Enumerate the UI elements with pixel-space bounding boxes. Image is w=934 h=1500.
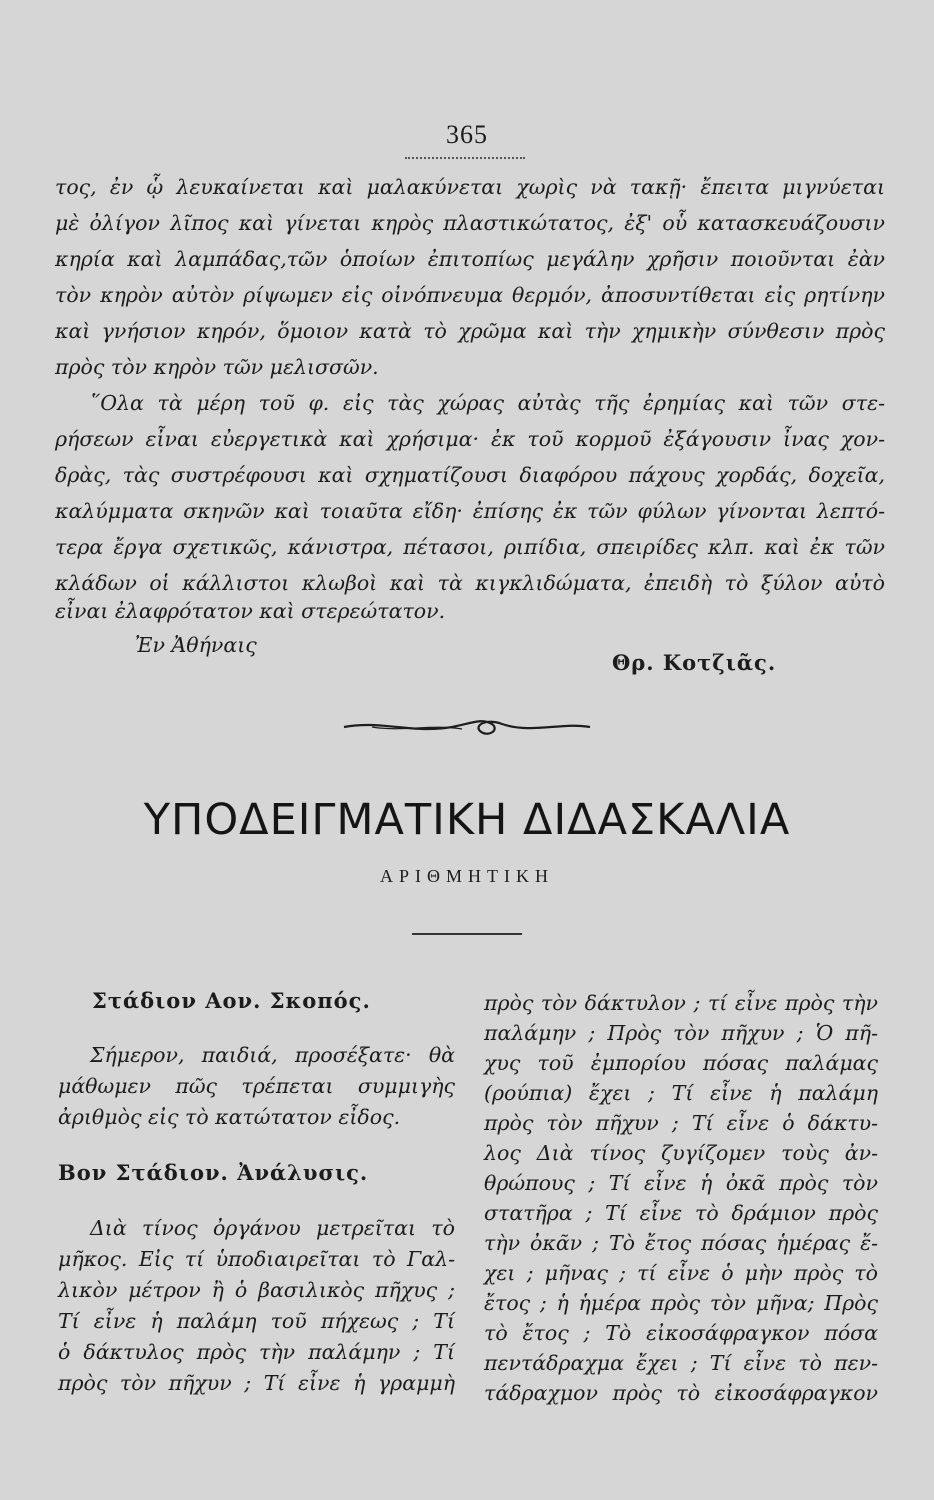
text-line: λικὸν μέτρον ἢ ὁ βασιλικὸς πῆχυς ; xyxy=(58,1278,455,1302)
text-line: τὸν κηρὸν αὐτὸν ρίψωμεν εἰς οἰνόπνευμα θερμόν, ἀποσυντίθεται εἰς ρητίνην xyxy=(55,283,885,307)
stage-heading: Βον Στάδιον. Ἀνάλυσις. xyxy=(58,1160,369,1185)
text-line: θρώπους ; Τί εἶνε ἡ ὀκᾶ πρὸς τὸν xyxy=(484,1171,878,1195)
text-line: στατῆρα ; Τί εἶνε τὸ δράμιον πρὸς xyxy=(484,1201,878,1225)
text-line: Τί εἶνε ἡ παλάμη τοῦ πήχεως ; Τί xyxy=(58,1309,455,1333)
subtitle-rule xyxy=(412,933,522,935)
text-line: τὴν ὀκᾶν ; Τὸ ἔτος πόσας ἡμέρας ἔ- xyxy=(484,1231,878,1255)
text-line: κλάδων οἱ κάλλιστοι κλωβοὶ καὶ τὰ κιγκλιδώματα, ἐπειδὴ τὸ ξύλον αὐτὸ xyxy=(55,571,885,595)
text-line: καλύμματα σκηνῶν καὶ τοιαῦτα εἴδη· ἐπίσης ἐκ τῶν φύλων γίνονται λεπτό- xyxy=(55,499,885,523)
text-line: τὸ ἔτος ; Τὸ εἰκοσάφραγκον πόσα xyxy=(484,1321,878,1345)
text-line: καὶ γνήσιον κηρόν, ὅμοιον κατὰ τὸ χρῶμα καὶ τὴν χημικὴν σύνθεσιν πρὸς xyxy=(55,319,885,343)
text-line: τερα ἔργα σχετικῶς, κάνιστρα, πέτασοι, ριπίδια, σπειρίδες κλπ. καὶ ἐκ τῶν xyxy=(55,535,885,559)
place-line: Ἐν Ἀθήναις xyxy=(135,633,257,657)
text-line: χυς τοῦ ἐμπορίου πόσας παλάμας xyxy=(484,1051,878,1075)
author-signature: Θρ. Κοτζιᾶς. xyxy=(612,650,777,675)
text-line: τάδραχμον πρὸς τὸ εἰκοσάφραγκον xyxy=(484,1381,878,1405)
text-line: ἔτος ; ἡ ἡμέρα πρὸς τὸν μῆνα; Πρὸς xyxy=(484,1291,878,1315)
text-line: ἀριθμὸς εἰς τὸ κατώτατον εἶδος. xyxy=(58,1105,401,1129)
text-line: μάθωμεν πῶς τρέπεται συμμιγὴς xyxy=(58,1074,455,1098)
text-line: ὁ δάκτυλος πρὸς τὴν παλάμην ; Τί xyxy=(58,1340,455,1364)
text-line: (ρούπια) ἔχει ; Τί εἶνε ἡ παλάμη xyxy=(484,1081,878,1105)
text-line: παλάμην ; Πρὸς τὸν πῆχυν ; Ὁ πῆ- xyxy=(484,1021,878,1045)
text-line: κηρία καὶ λαμπάδας,τῶν ὁποίων ἐπιτοπίως μεγάλην χρῆσιν ποιοῦνται ἐὰν xyxy=(55,247,885,271)
text-line: πρὸς τὸν δάκτυλον ; τί εἶνε πρὸς τὴν xyxy=(484,991,878,1015)
section-subtitle: ΑΡΙΘΜΗΤΙΚΗ xyxy=(380,866,554,886)
section-title: ΥΠΟΔΕΙΓΜΑΤΙΚΗ ΔΙΔΑΣΚΑΛΙΑ xyxy=(143,795,791,845)
text-line: Διὰ τίνος ὀργάνου μετρεῖται τὸ xyxy=(90,1216,455,1240)
text-line: Σήμερον, παιδιά, προσέξατε· θὰ xyxy=(90,1043,455,1067)
page-number-rule xyxy=(405,157,525,159)
text-line: ρήσεων εἶναι εὐεργετικὰ καὶ χρήσιμα· ἐκ τοῦ κορμοῦ ἐξάγουσιν ἶνας χον- xyxy=(55,427,885,451)
text-line: χει ; μῆνας ; τί εἶνε ὁ μὴν πρὸς τὸ xyxy=(484,1261,878,1285)
stage-heading: Στάδιον Αον. Σκοπός. xyxy=(92,988,371,1013)
text-line: ῞Ολα τὰ μέρη τοῦ φ. εἰς τὰς χώρας αὐτὰς τῆς ἐρημίας καὶ τῶν στε- xyxy=(90,391,885,415)
text-line: πεντάδραχμα ἔχει ; Τί εἶνε τὸ πεν- xyxy=(484,1351,878,1375)
text-line: μῆκος. Εἰς τί ὑποδιαιρεῖται τὸ Γαλ- xyxy=(58,1247,455,1271)
text-line: πρὸς τὸν κηρὸν τῶν μελισσῶν. xyxy=(55,355,379,379)
ornament-divider-icon xyxy=(342,712,592,742)
page-number: 365 xyxy=(446,120,488,149)
text-line: τος, ἐν ᾧ λευκαίνεται καὶ μαλακύνεται χωρὶς νὰ τακῇ· ἔπειτα μιγνύεται xyxy=(55,175,885,199)
text-line: δρὰς, τὰς συστρέφουσι καὶ σχηματίζουσι διαφόρου πάχους χορδάς, δοχεῖα, xyxy=(55,463,885,487)
text-line: πρὸς τὸν πῆχυν ; Τί εἶνε ὁ δάκτυ- xyxy=(484,1111,878,1135)
text-line: εἶναι ἐλαφρότατον καὶ στερεώτατον. xyxy=(55,599,446,623)
text-line: μὲ ὀλίγον λῖπος καὶ γίνεται κηρὸς πλαστικώτατος, ἐξ' οὗ κατασκευάζουσιν xyxy=(55,211,885,235)
text-line: λος Διὰ τίνος ζυγίζομεν τοὺς ἀν- xyxy=(484,1141,878,1165)
text-line: πρὸς τὸν πῆχυν ; Τί εἶνε ἡ γραμμὴ xyxy=(58,1371,455,1395)
